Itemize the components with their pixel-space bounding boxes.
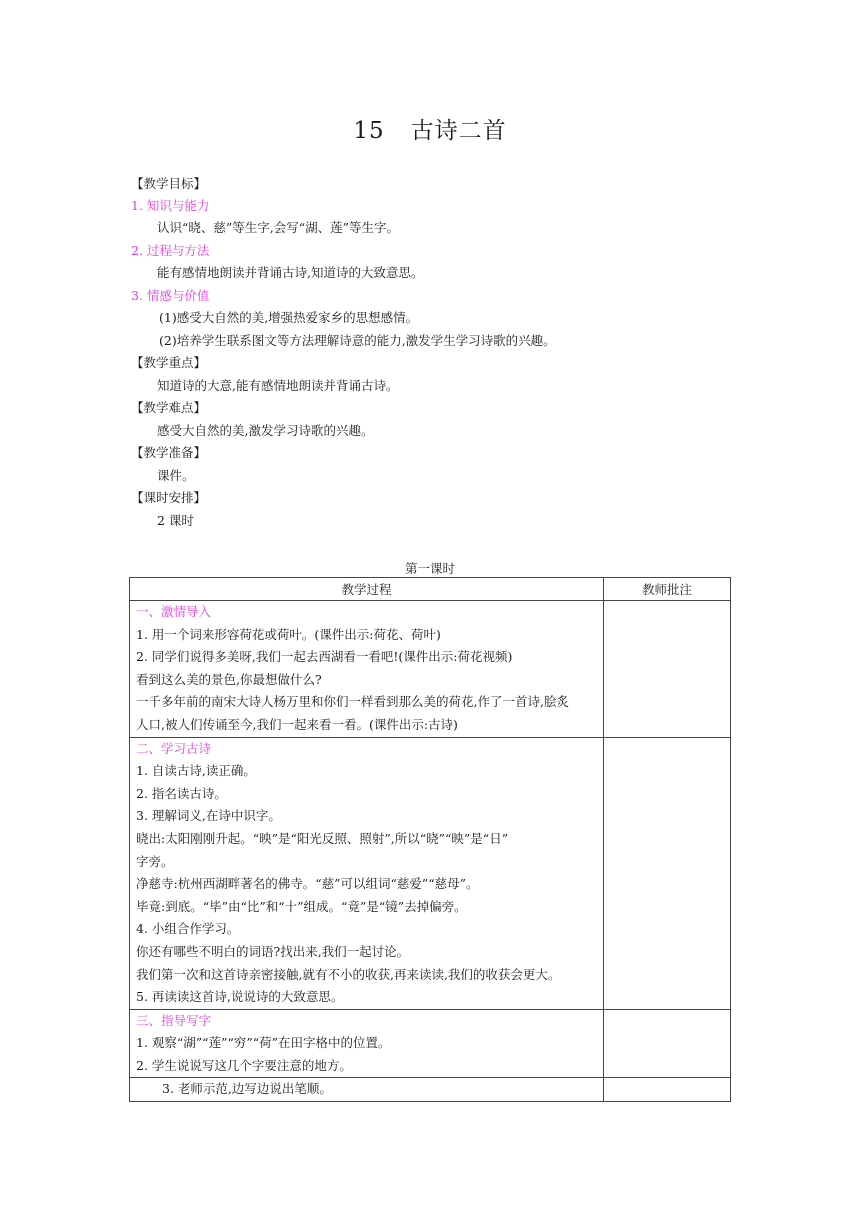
table-caption: 第一课时 bbox=[404, 561, 455, 576]
section-3-cell bbox=[130, 1009, 604, 1078]
section-3-title: 三、指导写字 bbox=[136, 1012, 212, 1028]
preparation-text: 课件。 bbox=[157, 468, 195, 483]
text-line: 1. 自读古诗,读正确。 bbox=[136, 763, 256, 779]
objective-3-item-2: (2)培养学生联系图文等方法理解诗意的能力,激发学生学习诗歌的兴趣。 bbox=[159, 333, 556, 348]
lesson-title: 古诗二首 bbox=[410, 118, 507, 144]
lesson-table bbox=[129, 577, 731, 1102]
key-points-text: 知道诗的大意,能有感情地朗读并背诵古诗。 bbox=[157, 378, 399, 393]
text-line: 2. 指名读古诗。 bbox=[136, 785, 227, 801]
objective-1-text: 认识“晓、慈”等生字,会写“湖、莲”等生字。 bbox=[157, 220, 400, 235]
table-row bbox=[130, 601, 731, 738]
schedule-heading: 【课时安排】 bbox=[131, 490, 207, 505]
text-line: 我们第一次和这首诗亲密接触,就有不小的收获,再来读读,我们的收获会更大。 bbox=[136, 966, 561, 982]
section-1-cell bbox=[130, 601, 604, 738]
text-line: 1. 观察“湖”“莲”“穷”“荷”在田字格中的位置。 bbox=[136, 1035, 391, 1051]
col-header-notes: 教师批注 bbox=[604, 578, 731, 601]
schedule-text: 2 课时 bbox=[157, 513, 194, 528]
text-line: 看到这么美的景色,你最想做什么? bbox=[136, 671, 322, 687]
text-line: 2. 同学们说得多美呀,我们一起去西湖看一看吧!(课件出示:荷花视频) bbox=[136, 649, 513, 665]
lesson-number: 15 bbox=[353, 118, 385, 144]
objectives-heading: 【教学目标】 bbox=[131, 176, 207, 191]
objective-3-item-1: (1)感受大自然的美,增强热爱家乡的思想感情。 bbox=[159, 310, 419, 325]
objective-3-title: 3. 情感与价值 bbox=[131, 288, 210, 303]
section-1-title: 一、激情导入 bbox=[136, 604, 212, 619]
difficulties-text: 感受大自然的美,激发学习诗歌的兴趣。 bbox=[157, 423, 374, 438]
page-title bbox=[0, 112, 860, 145]
notes-cell bbox=[604, 1009, 731, 1078]
section-2-cell bbox=[130, 737, 604, 1009]
notes-cell bbox=[604, 1078, 731, 1102]
text-line: 5. 再读读这首诗,说说诗的大致意思。 bbox=[136, 989, 344, 1005]
text-line: 你还有哪些不明白的词语?找出来,我们一起讨论。 bbox=[136, 943, 410, 959]
objective-1-title: 1. 知识与能力 bbox=[131, 198, 210, 213]
text-line: 晓出:太阳刚刚升起。“映”是“阳光反照、照射”,所以“晓”“映”是“日” bbox=[136, 830, 509, 846]
col-header-process: 教学过程 bbox=[130, 578, 604, 601]
table-row bbox=[130, 1009, 731, 1078]
notes-cell bbox=[604, 737, 731, 1009]
text-line: 净慈寺:杭州西湖畔著名的佛寺。“慈”可以组词“慈爱”“慈母”。 bbox=[136, 876, 479, 892]
table-row bbox=[130, 1078, 731, 1102]
text-line: 一千多年前的南宋大诗人杨万里和你们一样看到那么美的荷花,作了一首诗,脍炙 bbox=[136, 694, 569, 710]
text-line: 3. 老师示范,边写边说出笔顺。 bbox=[162, 1081, 332, 1097]
text-line: 3. 理解词义,在诗中识字。 bbox=[136, 808, 281, 824]
section-2-title: 二、学习古诗 bbox=[136, 740, 212, 756]
text-line: 1. 用一个词来形容荷花或荷叶。(课件出示:荷花、荷叶) bbox=[136, 626, 441, 642]
text-line: 毕竟:到底。“毕”由“比”和“十”组成。“竟”是“镜”去掉偏旁。 bbox=[136, 898, 467, 914]
table-header-row bbox=[130, 578, 731, 601]
preparation-heading: 【教学准备】 bbox=[131, 445, 207, 460]
section-3-cont-cell bbox=[130, 1078, 604, 1102]
text-line: 4. 小组合作学习。 bbox=[136, 921, 240, 937]
text-line: 2. 学生说说写这几个字要注意的地方。 bbox=[136, 1057, 352, 1073]
notes-cell bbox=[604, 601, 731, 738]
text-line: 人口,被人们传诵至今,我们一起来看一看。(课件出示:古诗) bbox=[136, 716, 458, 732]
objective-2-text: 能有感情地朗读并背诵古诗,知道诗的大致意思。 bbox=[157, 265, 424, 280]
key-points-heading: 【教学重点】 bbox=[131, 355, 207, 370]
table-row bbox=[130, 737, 731, 1009]
difficulties-heading: 【教学难点】 bbox=[131, 400, 207, 415]
objective-2-title: 2. 过程与方法 bbox=[131, 243, 210, 258]
text-line: 字旁。 bbox=[136, 853, 174, 869]
